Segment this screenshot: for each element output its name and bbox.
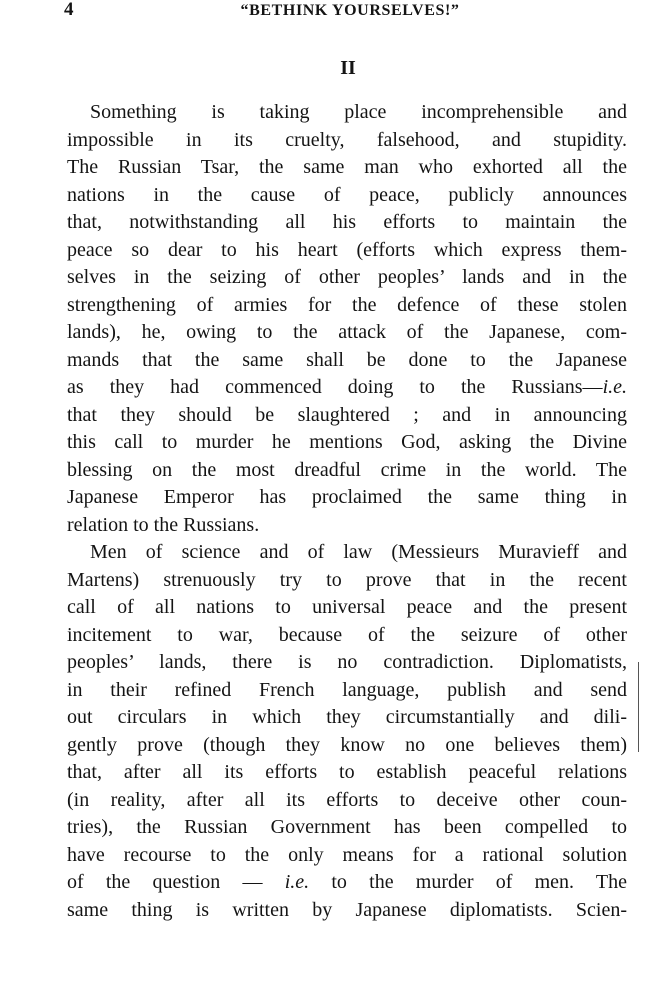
text-line: peace so dear to his heart (efforts which express them-: [67, 238, 627, 261]
text-line: relation to the Russians.: [67, 513, 260, 536]
scan-margin-line: [638, 662, 639, 752]
text-line: lands), he, owing to the attack of the Japanese, com-: [67, 321, 627, 343]
text-line: Japanese Emperor has proclaimed the same thing in: [67, 486, 627, 508]
text-line: that they should be slaughtered ; and in announcing: [67, 403, 627, 426]
text-line: peoples’ lands, there is no contradiction. Diplomatists,: [67, 651, 627, 673]
text-line: incitement to war, because of the seizure of other: [67, 623, 627, 646]
text-fragment: to the murder of men. The: [331, 871, 627, 893]
text-line: in their refined French language, publish and send: [67, 678, 627, 701]
italic-abbreviation: i.e.: [602, 376, 627, 398]
text-line: [67, 869, 627, 897]
text-line: that, notwithstanding all his efforts to maintain the: [67, 211, 627, 233]
text-line: this call to murder he mentions God, asking the Divine: [67, 431, 627, 453]
text-line: impossible in its cruelty, falsehood, and stupidity.: [67, 128, 627, 151]
text-line: (in reality, after all its efforts to deceive other coun-: [67, 788, 627, 811]
text-line: Martens) strenuously try to prove that in the recent: [67, 568, 627, 591]
text-line: Men of science and of law (Messieurs Muravieff and: [90, 541, 627, 563]
chapter-number: II: [340, 57, 356, 79]
text-line: strengthening of armies for the defence of these stolen: [67, 293, 627, 316]
text-line: out circulars in which they circumstantially and dili-: [67, 706, 627, 728]
page-number: 4: [64, 0, 74, 20]
text-line: same thing is written by Japanese diplomatists. Scien-: [67, 898, 627, 921]
text-fragment: as they had commenced doing to the Russians—: [67, 376, 603, 398]
text-line: blessing on the most dreadful crime in the world. The: [67, 458, 627, 481]
running-header: [0, 0, 646, 24]
italic-abbreviation: i.e.: [284, 871, 310, 893]
text-line: mands that the same shall be done to the Japanese: [67, 348, 627, 371]
text-fragment: of the question —: [67, 871, 263, 893]
text-line: nations in the cause of peace, publicly announces: [67, 183, 627, 206]
text-line: call of all nations to universal peace and the present: [67, 596, 627, 618]
text-line: Something is taking place incomprehensible and: [90, 101, 627, 123]
text-line: [67, 374, 627, 402]
text-line: have recourse to the only means for a rational solution: [67, 843, 627, 866]
text-line: tries), the Russian Government has been compelled to: [67, 816, 627, 838]
text-line: gently prove (though they know no one believes them): [67, 733, 627, 756]
running-head-title: “BETHINK YOURSELVES!”: [240, 2, 460, 19]
text-line: that, after all its efforts to establish peaceful relations: [67, 761, 627, 783]
text-line: The Russian Tsar, the same man who exhorted all the: [67, 156, 627, 178]
body-text: [67, 99, 627, 924]
text-line: selves in the seizing of other peoples’ lands and in the: [67, 266, 627, 288]
